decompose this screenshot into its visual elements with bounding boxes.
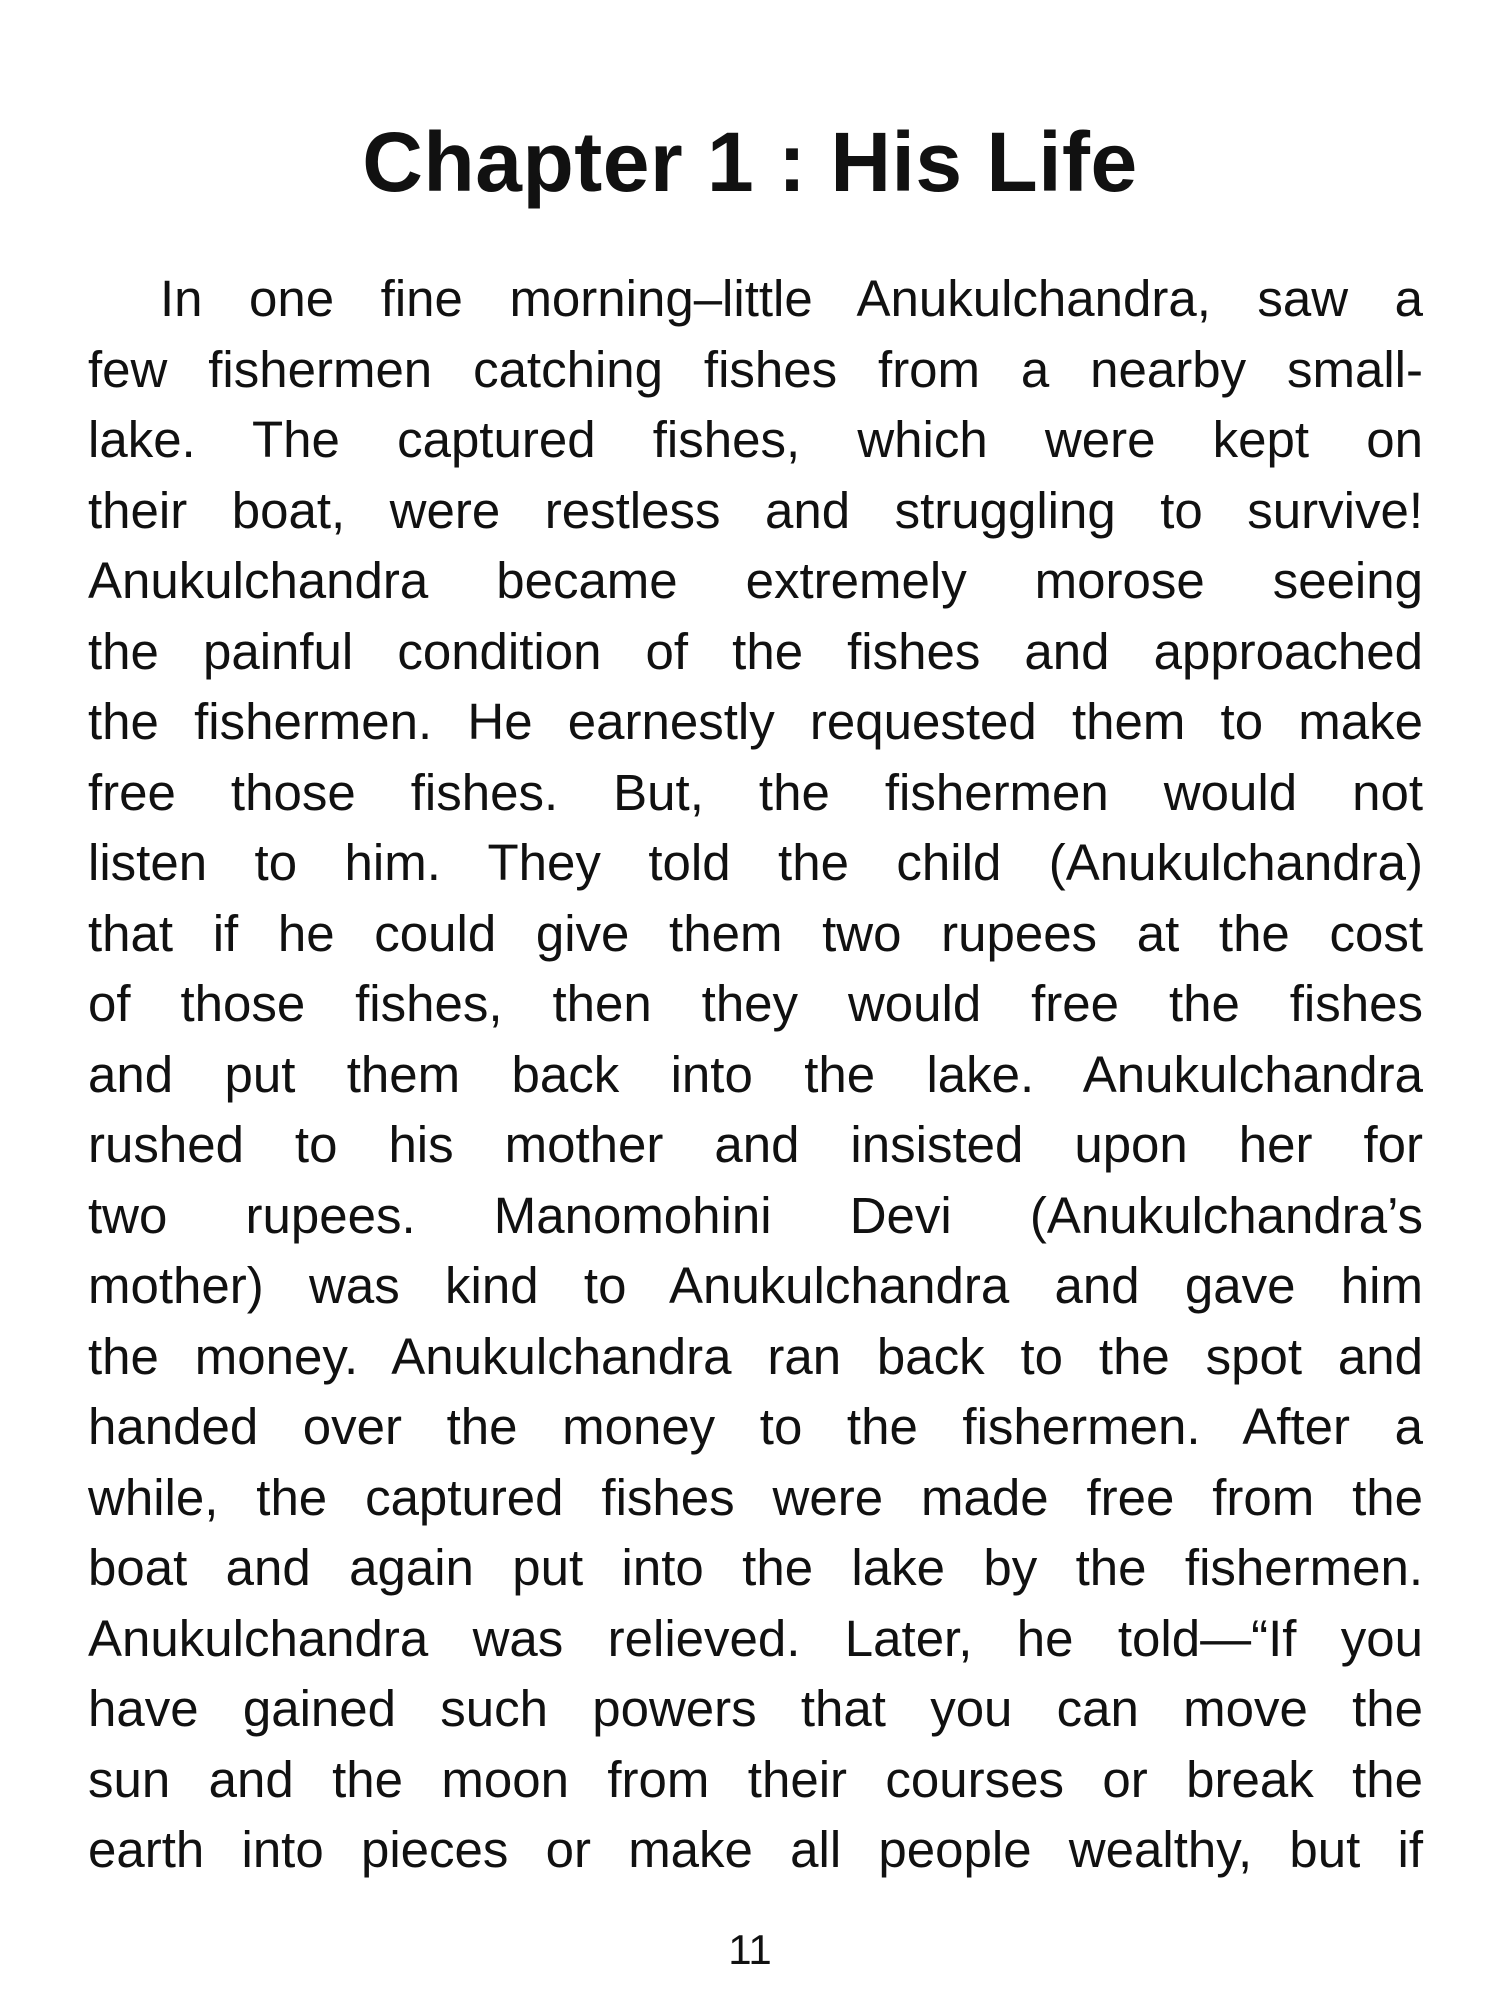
paragraph-line: the painful condition of the fishes and approached	[88, 622, 1423, 680]
paragraph-line: that if he could give them two rupees at the cost	[88, 904, 1423, 962]
paragraph-line: handed over the money to the fishermen. After a	[88, 1398, 1423, 1455]
paragraph-line: lake. The captured fishes, which were kept on	[88, 411, 1423, 468]
paragraph-line: listen to him. They told the child (Anukulchandra)	[88, 834, 1423, 891]
paragraph-line: rushed to his mother and insisted upon her for	[88, 1116, 1423, 1173]
paragraph-line: boat and again put into the lake by the fishermen.	[88, 1539, 1423, 1596]
paragraph-line: and put them back into the lake. Anukulchandra	[88, 1045, 1423, 1103]
paragraph-line: few fishermen catching fishes from a nearby small-	[88, 340, 1423, 398]
paragraph-line: Anukulchandra became extremely morose seeing	[88, 552, 1423, 609]
paragraph-line: sun and the moon from their courses or break the	[88, 1750, 1423, 1808]
paragraph-line: In one fine morning–little Anukulchandra, saw a	[160, 270, 1423, 327]
paragraph-line: two rupees. Manomohini Devi (Anukulchandra’s	[88, 1186, 1423, 1244]
paragraph-line: earth into pieces or make all people wealthy, but if	[88, 1821, 1423, 1878]
paragraph-line: mother) was kind to Anukulchandra and gave him	[88, 1257, 1423, 1314]
paragraph-line: free those fishes. But, the fishermen would not	[88, 763, 1423, 821]
paragraph-line: Anukulchandra was relieved. Later, he told—“If you	[88, 1609, 1423, 1667]
paragraph-line: their boat, were restless and struggling to survive!	[88, 481, 1423, 539]
paragraph-line: have gained such powers that you can move the	[88, 1680, 1423, 1737]
body-paragraph	[88, 264, 1423, 1886]
paragraph-line: of those fishes, then they would free the fishes	[88, 975, 1423, 1032]
paragraph-line: the fishermen. He earnestly requested them to make	[88, 693, 1423, 750]
page-number: 11	[728, 1926, 772, 1973]
paragraph-line: while, the captured fishes were made free from the	[88, 1468, 1423, 1526]
paragraph-line: the money. Anukulchandra ran back to the spot and	[88, 1327, 1423, 1385]
chapter-title: Chapter 1 : His Life	[362, 115, 1138, 209]
